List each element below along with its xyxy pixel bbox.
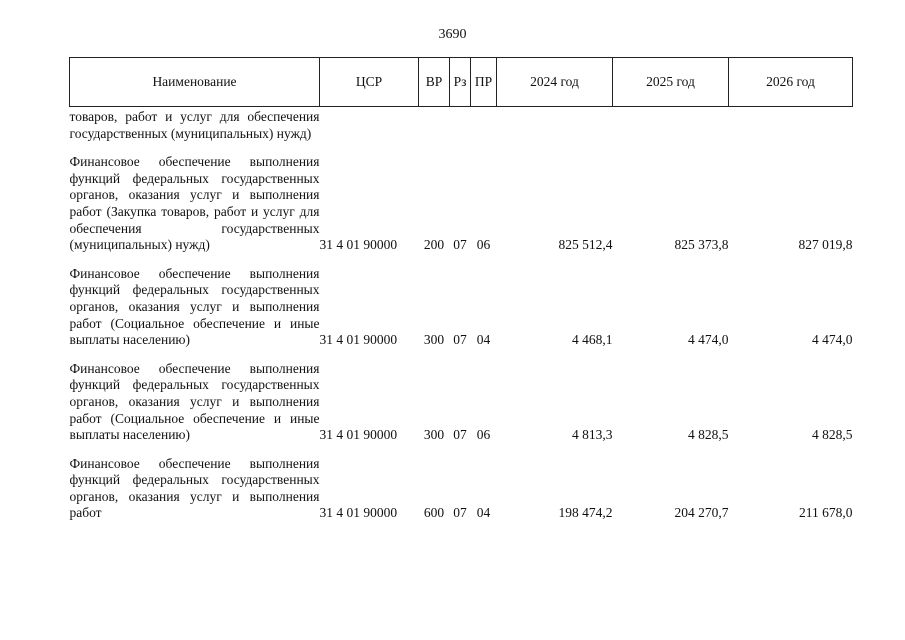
- row-rz: 07: [453, 332, 467, 348]
- table-row: [70, 361, 853, 456]
- table-row: [70, 154, 853, 266]
- row-2024: 4 468,1: [572, 332, 613, 348]
- row-2024: [497, 107, 613, 155]
- table-body: [70, 107, 853, 523]
- row-2026: 827 019,8: [798, 237, 853, 253]
- row-csr: 31 4 01 90000: [319, 237, 398, 253]
- row-2025: 4 828,5: [688, 427, 729, 443]
- row-pr: 04: [476, 505, 491, 521]
- row-csr: 31 4 01 90000: [319, 332, 398, 348]
- table-row: [70, 266, 853, 361]
- row-name: Финансовое обеспечение выполнения функций федеральных государственных органов, оказания услуг и выполнения работ (Социальное обеспечение и иные выплаты населению): [69, 265, 320, 348]
- row-pr: 06: [476, 427, 491, 443]
- row-name: Финансовое обеспечение выполнения функций федеральных государственных органов, оказания услуг и выполнения работ: [69, 455, 320, 521]
- header-2025: 2025 год: [613, 58, 729, 107]
- row-name: товаров, работ и услуг для обеспечения государственных (муниципальных) нужд): [69, 109, 320, 141]
- row-rz: 07: [453, 427, 467, 443]
- row-vr: 300: [423, 332, 445, 348]
- row-2024: 4 813,3: [572, 427, 613, 443]
- header-rz: Рз: [450, 58, 471, 107]
- row-2026: 4 828,5: [812, 427, 853, 443]
- row-2024: 825 512,4: [558, 237, 613, 253]
- row-2026: 211 678,0: [799, 505, 853, 521]
- row-pr: [471, 107, 497, 155]
- row-name: Финансовое обеспечение выполнения функций федеральных государственных органов, оказания услуг и выполнения работ (Закупка товаров, работ и услуг для обеспечения государственных (муниципальных) нужд): [69, 154, 320, 253]
- row-2026: [729, 107, 853, 155]
- header-name: Наименование: [70, 58, 320, 107]
- header-2026: 2026 год: [729, 58, 853, 107]
- budget-table: [69, 57, 853, 522]
- header-csr: ЦСР: [320, 58, 419, 107]
- page-number: 3690: [438, 27, 467, 42]
- row-2026: 4 474,0: [812, 332, 853, 348]
- row-rz: [450, 107, 471, 155]
- header-pr: ПР: [471, 58, 497, 107]
- row-2025: [613, 107, 729, 155]
- table-row: [70, 456, 853, 522]
- row-2024: 198 474,2: [558, 505, 613, 521]
- row-2025: 4 474,0: [688, 332, 729, 348]
- header-2024: 2024 год: [497, 58, 613, 107]
- row-vr: 200: [423, 237, 445, 253]
- row-pr: 04: [476, 332, 491, 348]
- row-csr: 31 4 01 90000: [319, 505, 398, 521]
- row-pr: 06: [476, 237, 491, 253]
- header-vr: ВР: [419, 58, 450, 107]
- row-rz: 07: [453, 505, 467, 521]
- row-vr: 300: [423, 427, 445, 443]
- row-vr: [419, 107, 450, 155]
- row-csr: 31 4 01 90000: [319, 427, 398, 443]
- row-2025: 204 270,7: [674, 505, 729, 521]
- row-csr: [320, 107, 419, 155]
- table-row: [70, 107, 853, 155]
- row-rz: 07: [453, 237, 467, 253]
- row-vr: 600: [423, 505, 445, 521]
- table-header: [70, 58, 853, 107]
- row-2025: 825 373,8: [674, 237, 729, 253]
- row-name: Финансовое обеспечение выполнения функций федеральных государственных органов, оказания услуг и выполнения работ (Социальное обеспечение и иные выплаты населению): [69, 360, 320, 443]
